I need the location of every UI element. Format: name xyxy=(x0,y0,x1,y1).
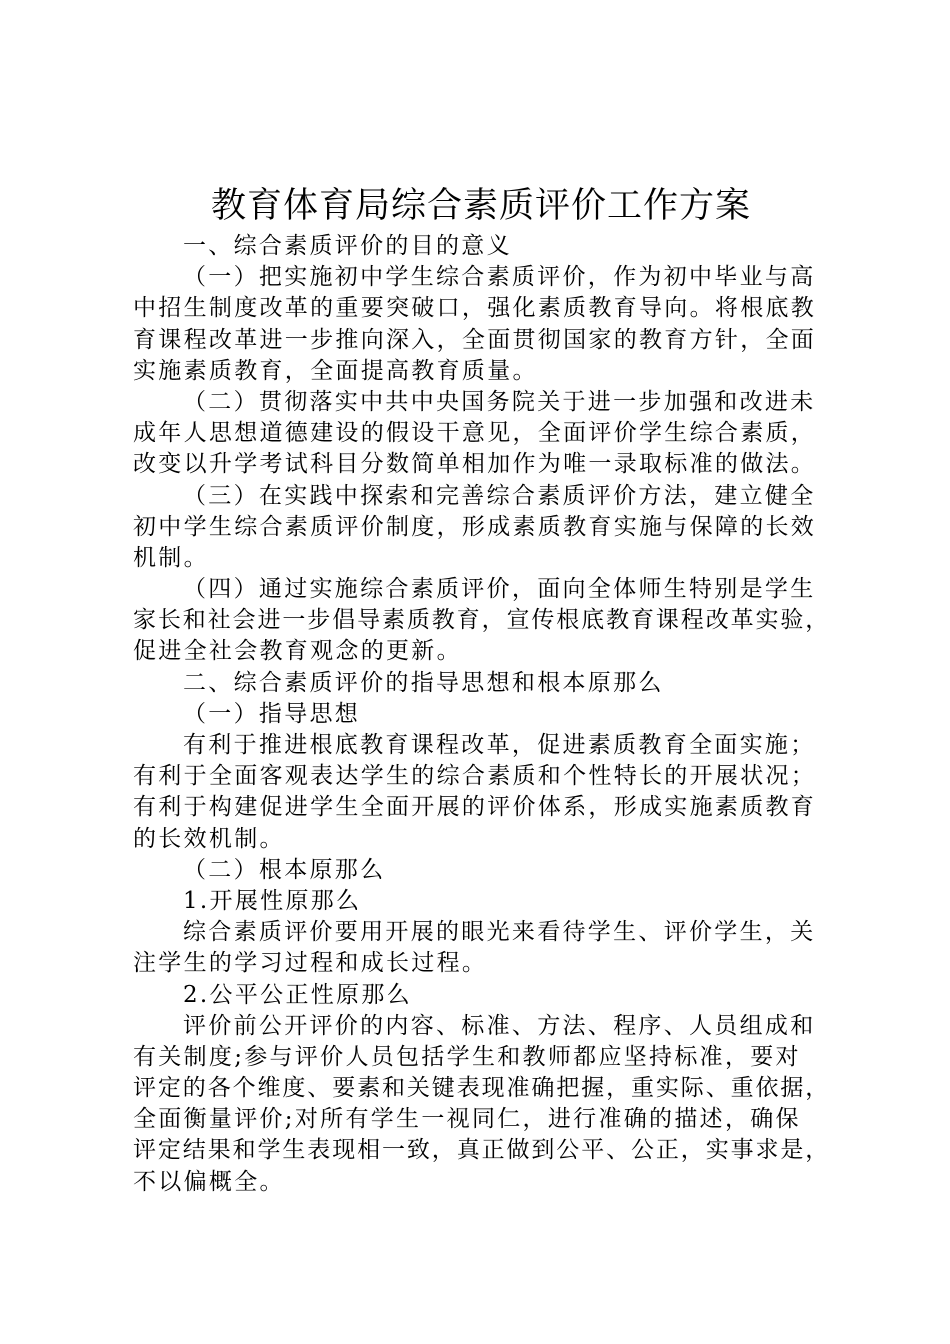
text-line: 全面衡量评价;对所有学生一视同仁，进行准确的描述，确保 xyxy=(133,1106,801,1133)
text-line: 的长效机制。 xyxy=(133,825,285,852)
text-line: 成年人思想道德建设的假设干意见，全面评价学生综合素质， xyxy=(133,420,817,447)
text-line: （四）通过实施综合素质评价，面向全体师生特别是学生 xyxy=(183,576,816,603)
document-body xyxy=(133,231,833,1198)
document-title: 教育体育局综合素质评价工作方案 xyxy=(210,186,751,226)
text-line: 评定的各个维度、要素和关键表现准确把握，重实际、重依据， xyxy=(133,1075,831,1102)
text-line: 一、综合素质评价的目的意义 xyxy=(183,233,512,259)
text-line: 实施素质教育，全面提高教育质量。 xyxy=(133,357,538,384)
text-line: （一）指导思想 xyxy=(183,700,361,727)
text-line: （一）把实施初中学生综合素质评价，作为初中毕业与高 xyxy=(183,264,816,291)
text-line: 注学生的学习过程和成长过程。 xyxy=(133,950,488,977)
text-line: 有利于全面客观表达学生的综合素质和个性特长的开展状况； xyxy=(133,763,817,790)
text-line: （二）根本原那么 xyxy=(183,856,386,883)
text-line: 有利于构建促进学生全面开展的评价体系，形成实施素质教育 xyxy=(133,794,817,821)
text-line: 评价前公开评价的内容、标准、方法、程序、人员组成和 xyxy=(183,1012,816,1039)
text-line: 机制。 xyxy=(133,544,209,571)
text-line: 2.公平公正性原那么 xyxy=(183,981,412,1008)
text-line: 促进全社会教育观念的更新。 xyxy=(133,638,462,665)
text-line: （二）贯彻落实中共中央国务院关于进一步加强和改进未 xyxy=(183,388,816,415)
text-line: 综合素质评价要用开展的眼光来看待学生、评价学生，关 xyxy=(183,919,816,946)
text-line: 二、综合素质评价的指导思想和根本原那么 xyxy=(183,669,664,696)
text-line: 不以偏概全。 xyxy=(133,1168,285,1195)
text-line: （三）在实践中探索和完善综合素质评价方法，建立健全 xyxy=(183,482,816,509)
text-line: 育课程改革进一步推向深入，全面贯彻国家的教育方针，全面 xyxy=(133,326,817,353)
text-line: 中招生制度改革的重要突破口，强化素质教育导向。将根底教 xyxy=(133,295,817,322)
text-line: 1.开展性原那么 xyxy=(183,887,362,914)
text-line: 评定结果和学生表现相一致，真正做到公平、公正，实事求是， xyxy=(133,1137,831,1164)
text-line: 有关制度;参与评价人员包括学生和教师都应坚持标准，要对 xyxy=(133,1043,801,1070)
text-line: 初中学生综合素质评价制度，形成素质教育实施与保障的长效 xyxy=(133,513,817,540)
text-line: 改变以升学考试科目分数简单相加作为唯一录取标准的做法。 xyxy=(133,451,817,478)
text-line: 家长和社会进一步倡导素质教育，宣传根底教育课程改革实验， xyxy=(133,607,831,634)
text-line: 有利于推进根底教育课程改革，促进素质教育全面实施； xyxy=(183,732,816,758)
